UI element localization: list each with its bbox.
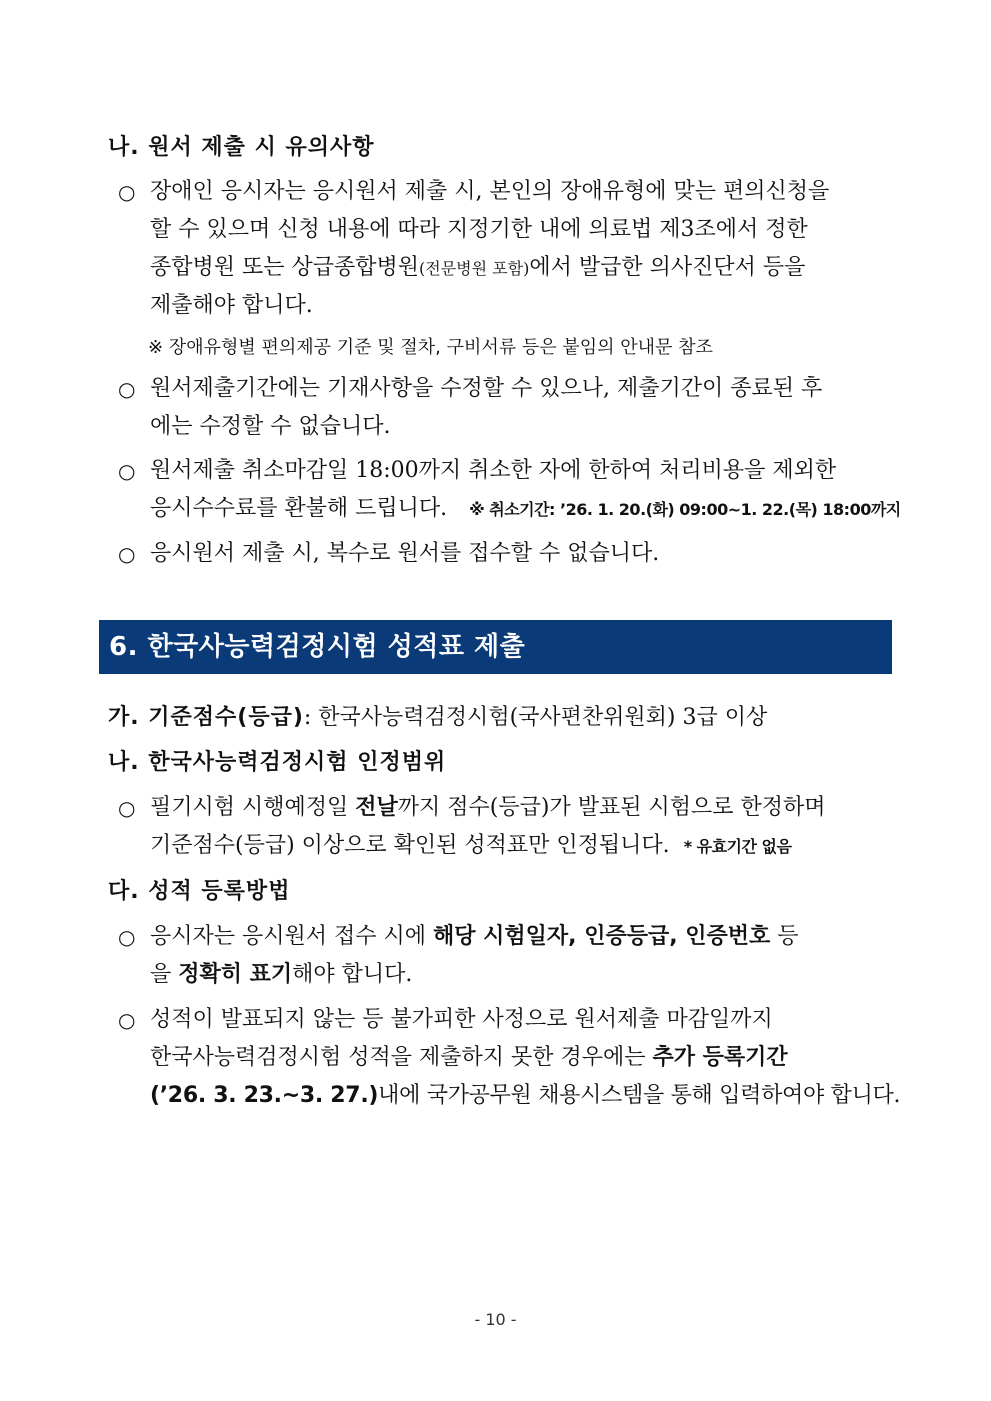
text-line (150, 919, 798, 955)
text-span: 응시자는 응시원서 접수 시에 (150, 924, 433, 949)
text-span: 내에 국가공무원 채용시스템을 통해 입력하여야 합니다. (378, 1083, 901, 1108)
text-line: 응시원서 제출 시, 복수로 원서를 접수할 수 없습니다. (150, 541, 660, 566)
text-span: 한국사능력검정시험 성적을 제출하지 못한 경우에는 (150, 1045, 653, 1070)
section-heading-registration: 다. 성적 등록방법 (108, 879, 291, 904)
page-number: - 10 - (474, 1310, 517, 1329)
text-line: 원서제출 취소마감일 18:00까지 취소한 자에 한하여 처리비용을 제외한 (150, 458, 837, 483)
bullet-circle: ○ (118, 542, 136, 566)
bullet-circle: ○ (118, 377, 136, 401)
text-line (150, 1040, 788, 1076)
text-span: 기준점수(등급) 이상으로 확인된 성적표만 인정됩니다. (150, 833, 670, 858)
text-line: 에는 수정할 수 없습니다. (150, 414, 391, 439)
text-span-bold: 해당 시험일자, 인증등급, 인증번호 (433, 924, 771, 949)
text-span: 에서 발급한 의사진단서 등을 (529, 255, 806, 280)
text-line (150, 828, 791, 864)
text-line (150, 1078, 900, 1114)
bullet-circle: ○ (118, 925, 136, 949)
text-line (150, 491, 901, 527)
text-span-bold: 전날 (355, 795, 398, 820)
cancel-period-note: ※ 취소기간: ’26. 1. 20.(화) 09:00~1. 22.(목) 18:00까지 (469, 500, 901, 519)
section-heading-submission-notes: 나. 원서 제출 시 유의사항 (108, 135, 375, 160)
text-line (150, 957, 412, 993)
text-span: 까지 점수(등급)가 발표된 시험으로 한정하며 (397, 795, 826, 820)
validity-note: * 유효기간 없음 (683, 837, 792, 856)
text-span: 종합병원 또는 상급종합병원 (150, 255, 420, 280)
text-line: 할 수 있으며 신청 내용에 따라 지정기한 내에 의료법 제3조에서 정한 (150, 217, 808, 242)
bullet-circle: ○ (118, 796, 136, 820)
text-span-bold: (’26. 3. 23.~3. 27.) (150, 1083, 379, 1108)
text-line: 제출해야 합니다. (150, 293, 313, 318)
text-span-bold: 정확히 표기 (178, 962, 293, 987)
section-heading-recognition-scope: 나. 한국사능력검정시험 인정범위 (108, 750, 447, 775)
text-line: 장애인 응시자는 응시원서 제출 시, 본인의 장애유형에 맞는 편의신청을 (150, 179, 830, 204)
criteria-text: : 한국사능력검정시험(국사편찬위원회) 3급 이상 (303, 705, 768, 730)
section-banner (99, 620, 892, 674)
text-span: 필기시험 시행예정일 (150, 795, 356, 820)
text-span: 해야 합니다. (292, 962, 413, 987)
text-span: 등 (770, 924, 799, 949)
text-span-bold: 추가 등록기간 (652, 1045, 788, 1070)
criteria-line (108, 700, 767, 731)
bullet-circle: ○ (118, 459, 136, 483)
text-span: 응시수수료를 환불해 드립니다. (150, 496, 448, 521)
bullet-circle: ○ (118, 180, 136, 204)
text-line (150, 250, 805, 286)
text-span-small: (전문병원 포함) (419, 259, 530, 278)
reference-note: ※ 장애유형별 편의제공 기준 및 절차, 구비서류 등은 붙임의 안내문 참조 (148, 337, 713, 358)
section-banner-title: 6. 한국사능력검정시험 성적표 제출 (109, 632, 526, 662)
criteria-label: 가. 기준점수(등급) (108, 705, 304, 730)
text-line (150, 790, 825, 826)
text-line: 성적이 발표되지 않는 등 불가피한 사정으로 원서제출 마감일까지 (150, 1007, 773, 1032)
text-line: 원서제출기간에는 기재사항을 수정할 수 있으나, 제출기간이 종료된 후 (150, 376, 823, 401)
text-span: 을 (150, 962, 179, 987)
bullet-circle: ○ (118, 1008, 136, 1032)
